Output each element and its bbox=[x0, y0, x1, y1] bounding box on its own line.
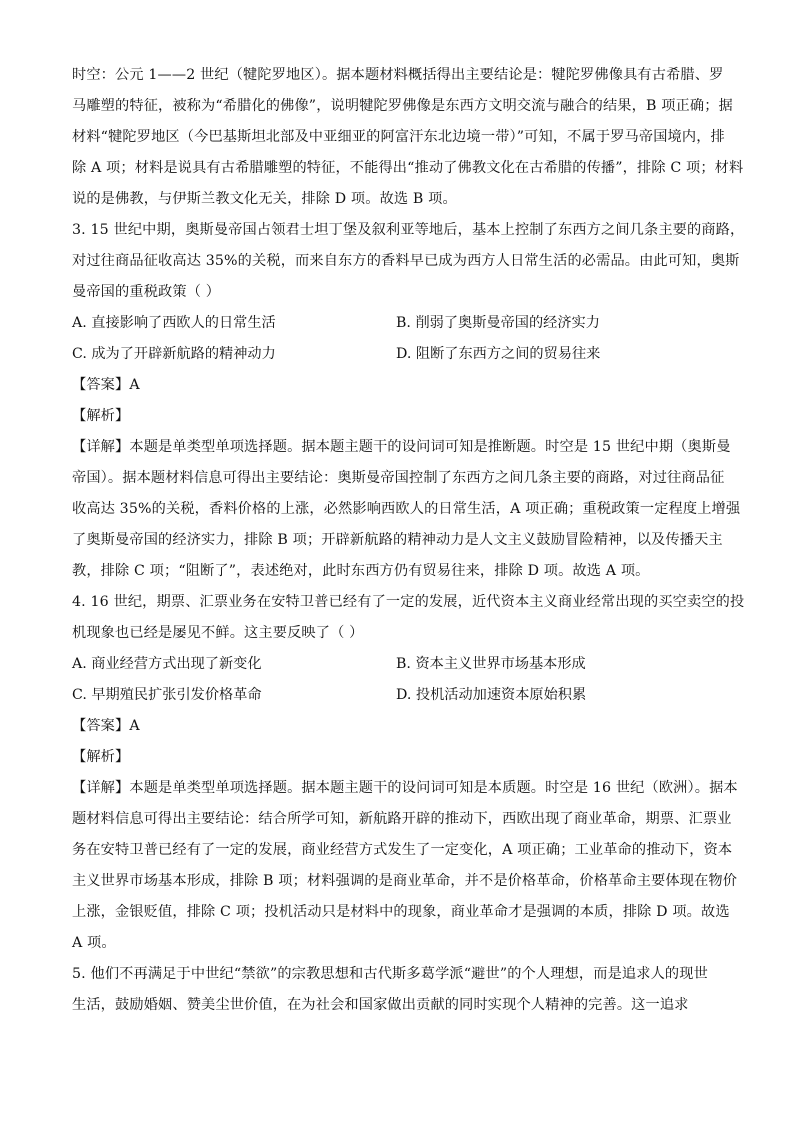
option-a: A. 商业经营方式出现了新变化 bbox=[72, 656, 262, 672]
detail-line: 【详解】本题是单类型单项选择题。据本题主题干的设问词可知是推断题。时空是 15 世纪中期（奥斯曼 bbox=[72, 439, 731, 455]
detail-line: 题材料信息可得出主要结论：结合所学可知，新航路开辟的推动下，西欧出现了商业革命，期票、汇票业 bbox=[72, 811, 732, 827]
answer-label: 【答案】 bbox=[72, 377, 130, 393]
question-stem-line: 5. 他们不再满足于中世纪“禁欲”的宗教思想和古代斯多葛学派“避世”的个人理想，而是追求人的现世 bbox=[72, 966, 708, 982]
text-line: 除 A 项；材料是说具有古希腊雕塑的特征，不能得出“推动了佛教文化在古希腊的传播”，排除 C 项；材料 bbox=[72, 160, 744, 176]
text-line: 马雕塑的特征，被称为“希腊化的佛像”，说明犍陀罗佛像是东西方文明交流与融合的结果，B 项正确；据 bbox=[72, 98, 733, 114]
question-4 bbox=[72, 587, 745, 959]
detail-line: 帝国）。据本题材料信息可得出主要结论：奥斯曼帝国控制了东西方之间几条主要的商路，对过往商品征 bbox=[72, 470, 725, 486]
option-c: C. 早期殖民扩张引发价格革命 bbox=[72, 687, 262, 703]
question-3 bbox=[72, 215, 745, 587]
detail-line: 教，排除 C 项；“阻断了”，表述绝对，此时东西方仍有贸易往来，排除 D 项。故选 A 项。 bbox=[72, 563, 650, 579]
answer-label: 【答案】 bbox=[72, 718, 130, 734]
options-row bbox=[72, 649, 722, 680]
option-c: C. 成为了开辟新航路的精神动力 bbox=[72, 346, 276, 362]
q2-analysis-continuation bbox=[72, 60, 744, 215]
question-stem-line: 曼帝国的重税政策（ ） bbox=[72, 284, 221, 300]
text-line: 材料“犍陀罗地区（今巴基斯坦北部及中亚细亚的阿富汗东北边境一带）”可知，不属于罗马帝国境内，排 bbox=[72, 129, 725, 145]
answer-line bbox=[72, 370, 722, 401]
options-row bbox=[72, 308, 722, 339]
option-a: A. 直接影响了西欧人的日常生活 bbox=[72, 315, 276, 331]
answer-value: A bbox=[129, 377, 140, 393]
document-page bbox=[72, 60, 745, 1021]
question-stem-line: 生活，鼓励婚姻、赞美尘世价值，在为社会和国家做出贡献的同时实现个人精神的完善。这一追求 bbox=[72, 997, 689, 1013]
options-row bbox=[72, 339, 722, 370]
detail-line: 务在安特卫普已经有了一定的发展，商业经营方式发生了一定变化，A 项正确；工业革命的推动下，资本 bbox=[72, 842, 733, 858]
option-d: D. 投机活动加速资本原始积累 bbox=[396, 687, 587, 703]
detail-line: 了奥斯曼帝国的经济实力，排除 B 项；开辟新航路的精神动力是人文主义鼓励冒险精神，以及传播天主 bbox=[72, 532, 723, 548]
option-b: B. 资本主义世界市场基本形成 bbox=[396, 656, 586, 672]
text-line: 时空：公元 1——2 世纪（犍陀罗地区）。据本题材料概括得出主要结论是：犍陀罗佛像具有古希腊、罗 bbox=[72, 67, 724, 83]
detail-line: 主义世界市场基本形成，排除 B 项；材料强调的是商业革命，并不是价格革命，价格革命主要体现在物价 bbox=[72, 873, 738, 889]
detail-line: 【详解】本题是单类型单项选择题。据本题主题干的设问词可知是本质题。时空是 16 世纪（欧洲）。据本 bbox=[72, 780, 738, 796]
question-5 bbox=[72, 959, 722, 1021]
answer-line bbox=[72, 711, 722, 742]
question-stem-line: 机现象也已经是屡见不鲜。这主要反映了（ ） bbox=[72, 625, 364, 641]
option-b: B. 削弱了奥斯曼帝国的经济实力 bbox=[396, 315, 600, 331]
question-stem-line: 4. 16 世纪，期票、汇票业务在安特卫普已经有了一定的发展，近代资本主义商业经常出现的买空卖空的投 bbox=[72, 594, 745, 610]
question-stem-line: 3. 15 世纪中期，奥斯曼帝国占领君士坦丁堡及叙利亚等地后，基本上控制了东西方之间几条主要的商路， bbox=[72, 222, 745, 238]
analysis-label: 【解析】 bbox=[72, 749, 130, 765]
detail-line: 上涨，金银贬值，排除 C 项；投机活动只是材料中的现象，商业革命才是强调的本质，排除 D 项。故选 bbox=[72, 904, 730, 920]
detail-line: A 项。 bbox=[72, 935, 116, 951]
option-d: D. 阻断了东西方之间的贸易往来 bbox=[396, 346, 601, 362]
detail-line: 收高达 35%的关税，香料价格的上涨，必然影响西欧人的日常生活，A 项正确；重税政策一定程度上增强 bbox=[72, 501, 741, 517]
options-row bbox=[72, 680, 722, 711]
analysis-label: 【解析】 bbox=[72, 408, 130, 424]
question-stem-line: 对过往商品征收高达 35%的关税，而来自东方的香料早已成为西方人日常生活的必需品。由此可知，奥斯 bbox=[72, 253, 740, 269]
answer-value: A bbox=[129, 718, 140, 734]
text-line: 说的是佛教，与伊斯兰教文化无关，排除 D 项。故选 B 项。 bbox=[72, 191, 457, 207]
